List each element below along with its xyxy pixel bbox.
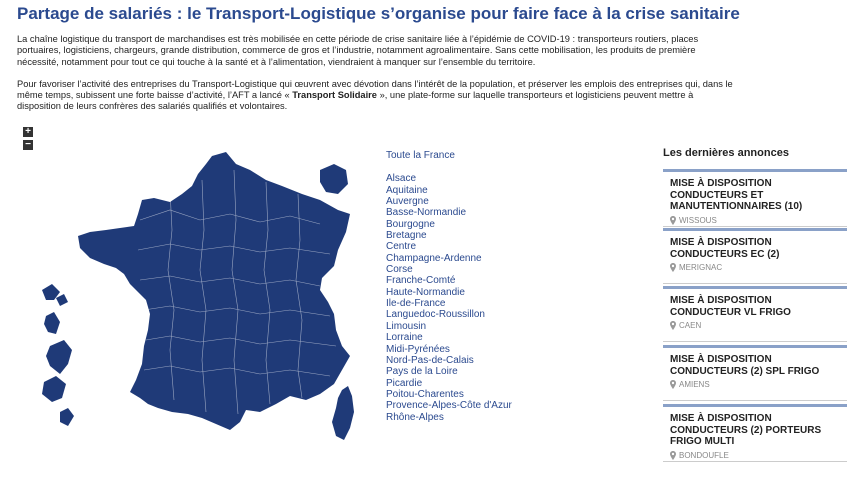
intro-paragraph-2: Pour favoriser l’activité des entreprises du Transport-Logistique qui œuvrent avec dévotion dans l’intérêt de la population, et préserver les emplois des entreprises qui, dans le même temps, subissent une forte baisse d’activité, l’AFT a lancé « Transport Solidaire », une plate-forme sur laquelle transporteurs et logisticiens peuvent mettre à disposition de leurs confrères des salariés qualifiés et volontaires. [17,78,733,112]
zoom-in-button[interactable]: + [23,127,33,137]
region-link[interactable]: Basse-Normandie [386,207,467,219]
location-pin-icon [670,216,676,225]
page-title: Partage de salariés : le Transport-Logistique s’organise pour faire face à la crise sanitaire [17,4,740,23]
transport-solidaire-name: Transport Solidaire [292,90,377,101]
guyane[interactable] [46,340,72,374]
region-link[interactable]: Picardie [386,377,423,389]
announcement-location [663,213,847,225]
announcement-location [663,448,847,460]
region-link[interactable]: Bretagne [386,230,427,242]
zoom-out-button[interactable]: − [23,140,33,150]
france-map[interactable] [20,150,370,450]
region-link[interactable]: Provence-Alpes-Côte d'Azur [386,400,512,412]
announcement-location [663,377,847,389]
mayotte[interactable] [60,408,74,426]
card-divider [663,283,847,284]
location-pin-icon [670,321,676,330]
announcement-location-label: MERIGNAC [679,263,723,272]
reunion[interactable] [42,376,66,402]
card-divider [663,341,847,342]
region-link[interactable]: Aquitaine [386,184,428,196]
martinique[interactable] [44,312,60,334]
intro-paragraph-1: La chaîne logistique du transport de marchandises est très mobilisée en cette période de crise sanitaire liée à l’épidémie de COVID-19 : transporteurs routiers, places portuaires, logisticiens, chargeurs, grande distribution, commerce de gros et l’industrie, notamment agroalimentaire. Sans cette mobilisation, les produits de première nécessité, notamment pour tout ce qui touche à la santé et à l’alimentation, viendraient à manquer sur l’ensemble du territoire. [17,34,699,67]
announcement-location-label: CAEN [679,321,702,330]
announcement-location-label: WISSOUS [679,215,717,225]
region-items [386,173,512,423]
region-link[interactable]: Corse [386,264,413,276]
location-pin-icon [670,380,676,389]
announcement-card[interactable] [663,345,847,401]
card-divider [663,461,847,462]
region-link[interactable]: Auvergne [386,196,429,208]
announcement-title[interactable]: MISE À DISPOSITION CONDUCTEURS (2) PORTEURS FRIGO MULTI [670,413,822,447]
intro-text [17,34,737,124]
announcement-title[interactable]: MISE À DISPOSITION CONDUCTEURS ET MANUTENTIONNAIRES (10) [670,178,803,212]
region-link[interactable]: Centre [386,241,417,253]
region-link[interactable]: Bourgogne [386,218,435,230]
announcement-location [663,260,847,272]
card-divider [663,400,847,401]
region-list [386,150,512,423]
announcement-card[interactable] [663,228,847,284]
announcement-location-label: BONDOUFLE [679,450,729,460]
mainland-france[interactable] [78,152,350,430]
region-link[interactable]: Pays de la Loire [386,366,458,378]
region-link[interactable]: Ile-de-France [386,298,446,310]
announcement-location-label: AMIENS [679,380,710,389]
region-link[interactable]: Languedoc-Roussillon [386,309,485,321]
region-link[interactable]: Rhône-Alpes [386,411,444,423]
region-link-all-france[interactable]: Toute la France [386,150,455,161]
announcement-location [663,318,847,330]
announcement-card[interactable] [663,286,847,342]
region-link[interactable]: Midi-Pyrénées [386,343,450,355]
location-pin-icon [670,263,676,272]
region-link[interactable]: Limousin [386,320,427,332]
announcement-title[interactable]: MISE À DISPOSITION CONDUCTEURS (2) SPL FRIGO [670,354,820,377]
region-link[interactable]: Franche-Comté [386,275,456,287]
region-link[interactable]: Champagne-Ardenne [386,252,482,264]
announcement-card[interactable] [663,404,847,462]
guadeloupe[interactable] [42,284,68,306]
announcement-title[interactable]: MISE À DISPOSITION CONDUCTEUR VL FRIGO [670,295,791,318]
saint-pierre-miquelon[interactable] [320,164,348,194]
announcement-card[interactable] [663,169,847,227]
card-divider [663,226,847,227]
announcement-title[interactable]: MISE À DISPOSITION CONDUCTEURS EC (2) [670,237,780,260]
region-link[interactable]: Haute-Normandie [386,286,465,298]
announcements-heading: Les dernières annonces [663,147,789,159]
region-link[interactable]: Poitou-Charentes [386,388,464,400]
region-link[interactable]: Lorraine [386,332,423,344]
corsica[interactable] [332,386,354,440]
region-link[interactable]: Nord-Pas-de-Calais [386,354,474,366]
location-pin-icon [670,451,676,460]
region-link[interactable]: Alsace [386,173,417,185]
